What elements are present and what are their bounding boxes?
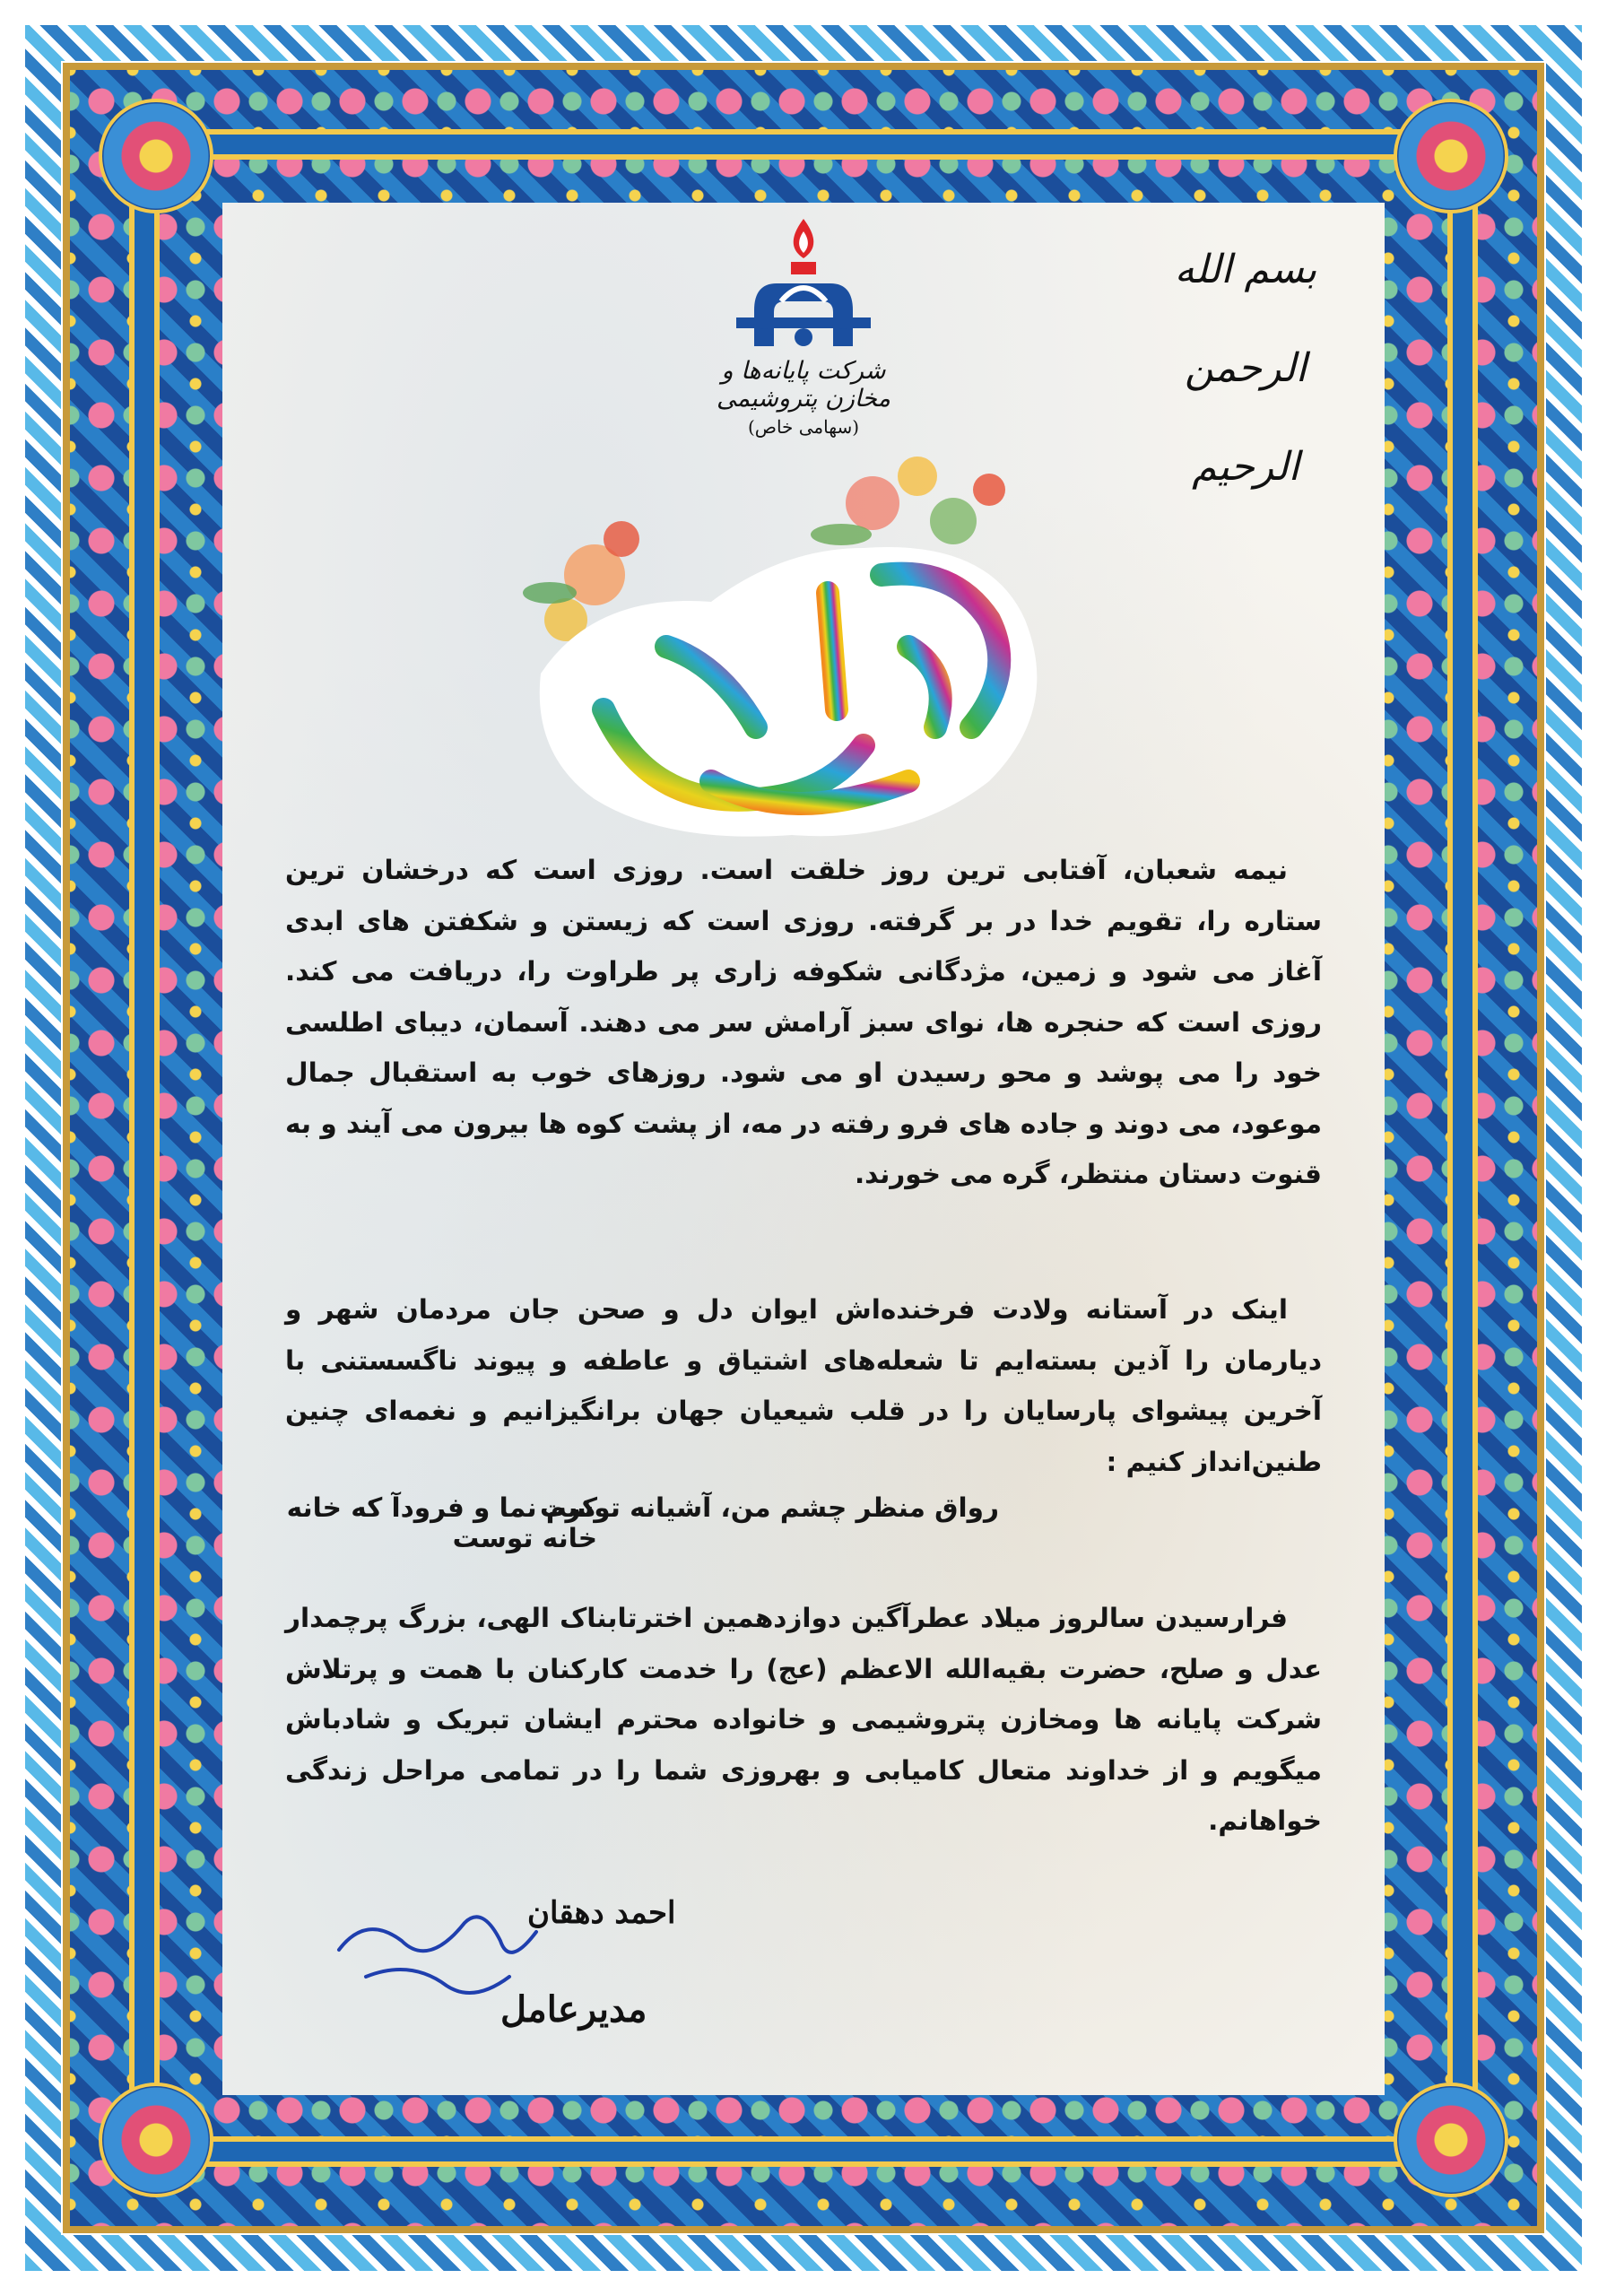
corner-ornament [1394, 2083, 1508, 2197]
letter-paragraph [285, 845, 1322, 1200]
poem-verse [285, 1492, 1322, 1553]
paragraph-text: اینک در آستانه ولادت فرخنده‌اش ایوان دل و صحن جان مردمان شهر و دیارمان را آذین بسته‌ایم تا شعله‌های اشتیاق و عاطفه و پیوند ناگسستنی با آخرین پیشوای پارسایان را در قلب شیعیان جهان برانگیزانیم و نغمه‌ای چنین طنین‌انداز کنیم : [285, 1294, 1322, 1477]
signature-block [231, 1887, 676, 2066]
verse-hemistich: کرم نما و فرودآ که خانه خانه توست [286, 1492, 597, 1553]
company-logo [687, 212, 920, 454]
signatory-name: احمد دهقان [527, 1895, 676, 1931]
basmala-calligraphy: بسم الله الرحمن الرحیم [1174, 247, 1317, 490]
letter-paper [222, 203, 1385, 2095]
company-name: شرکت پایانه‌ها و مخازن پتروشیمی [716, 357, 891, 413]
verse-hemistich: رواق منظر چشم من، آشیانه توست [539, 1492, 999, 1523]
company-type: (سهامی خاص) [747, 416, 860, 438]
signatory-title: مدیرعامل [500, 1988, 647, 2031]
calligraphy-emblem [487, 440, 1115, 862]
paragraph-text: فرارسیدن سالروز میلاد عطرآگین دوازدهمین اخترتابناک الهی، بزرگ پرچمدار عدل و صلح، حضرت بقیه‌الله الاعظم (عج) را خدمت کارکنان با همت و پرتلاش شرکت پایانه ها ومخازن پتروشیمی و خانواده محترم ایشان تبریک و شادباش میگویم و از خداوند متعال کامیابی و بهروزی شما را در تمامی مراحل زندگی خواهانم. [285, 1603, 1322, 1836]
paragraph-text: نیمه شعبان، آفتابی ترین روز خلقت است. روزی است که درخشان ترین ستاره را، تقویم خدا در بر گرفته. روزی است که زیستن و شکفتن های ابدی آغاز می شود و زمین، مژدگانی شکوفه زاری پر طراوت را، دریافت می کند. روزی است که حنجره ها، نوای سبز آرامش سر می دهند. آسمان، دیبای اطلسی خود را می پوشد و محو رسیدن او می شود. روزهای خوب به استقبال جمال موعود، می دوند و جاده های فرو رفته در مه، از پشت کوه ها بیرون می آیند و به قنوت دستان منتظر، گره می خورند. [285, 855, 1322, 1189]
letter-paragraph [285, 1284, 1322, 1487]
corner-ornament [1394, 99, 1508, 213]
handwritten-signature [339, 1917, 536, 1993]
corner-ornament [99, 2083, 213, 2197]
letter-paragraph [285, 1593, 1322, 1847]
corner-ornament [99, 99, 213, 213]
petrochemical-logo-icon [727, 212, 880, 355]
